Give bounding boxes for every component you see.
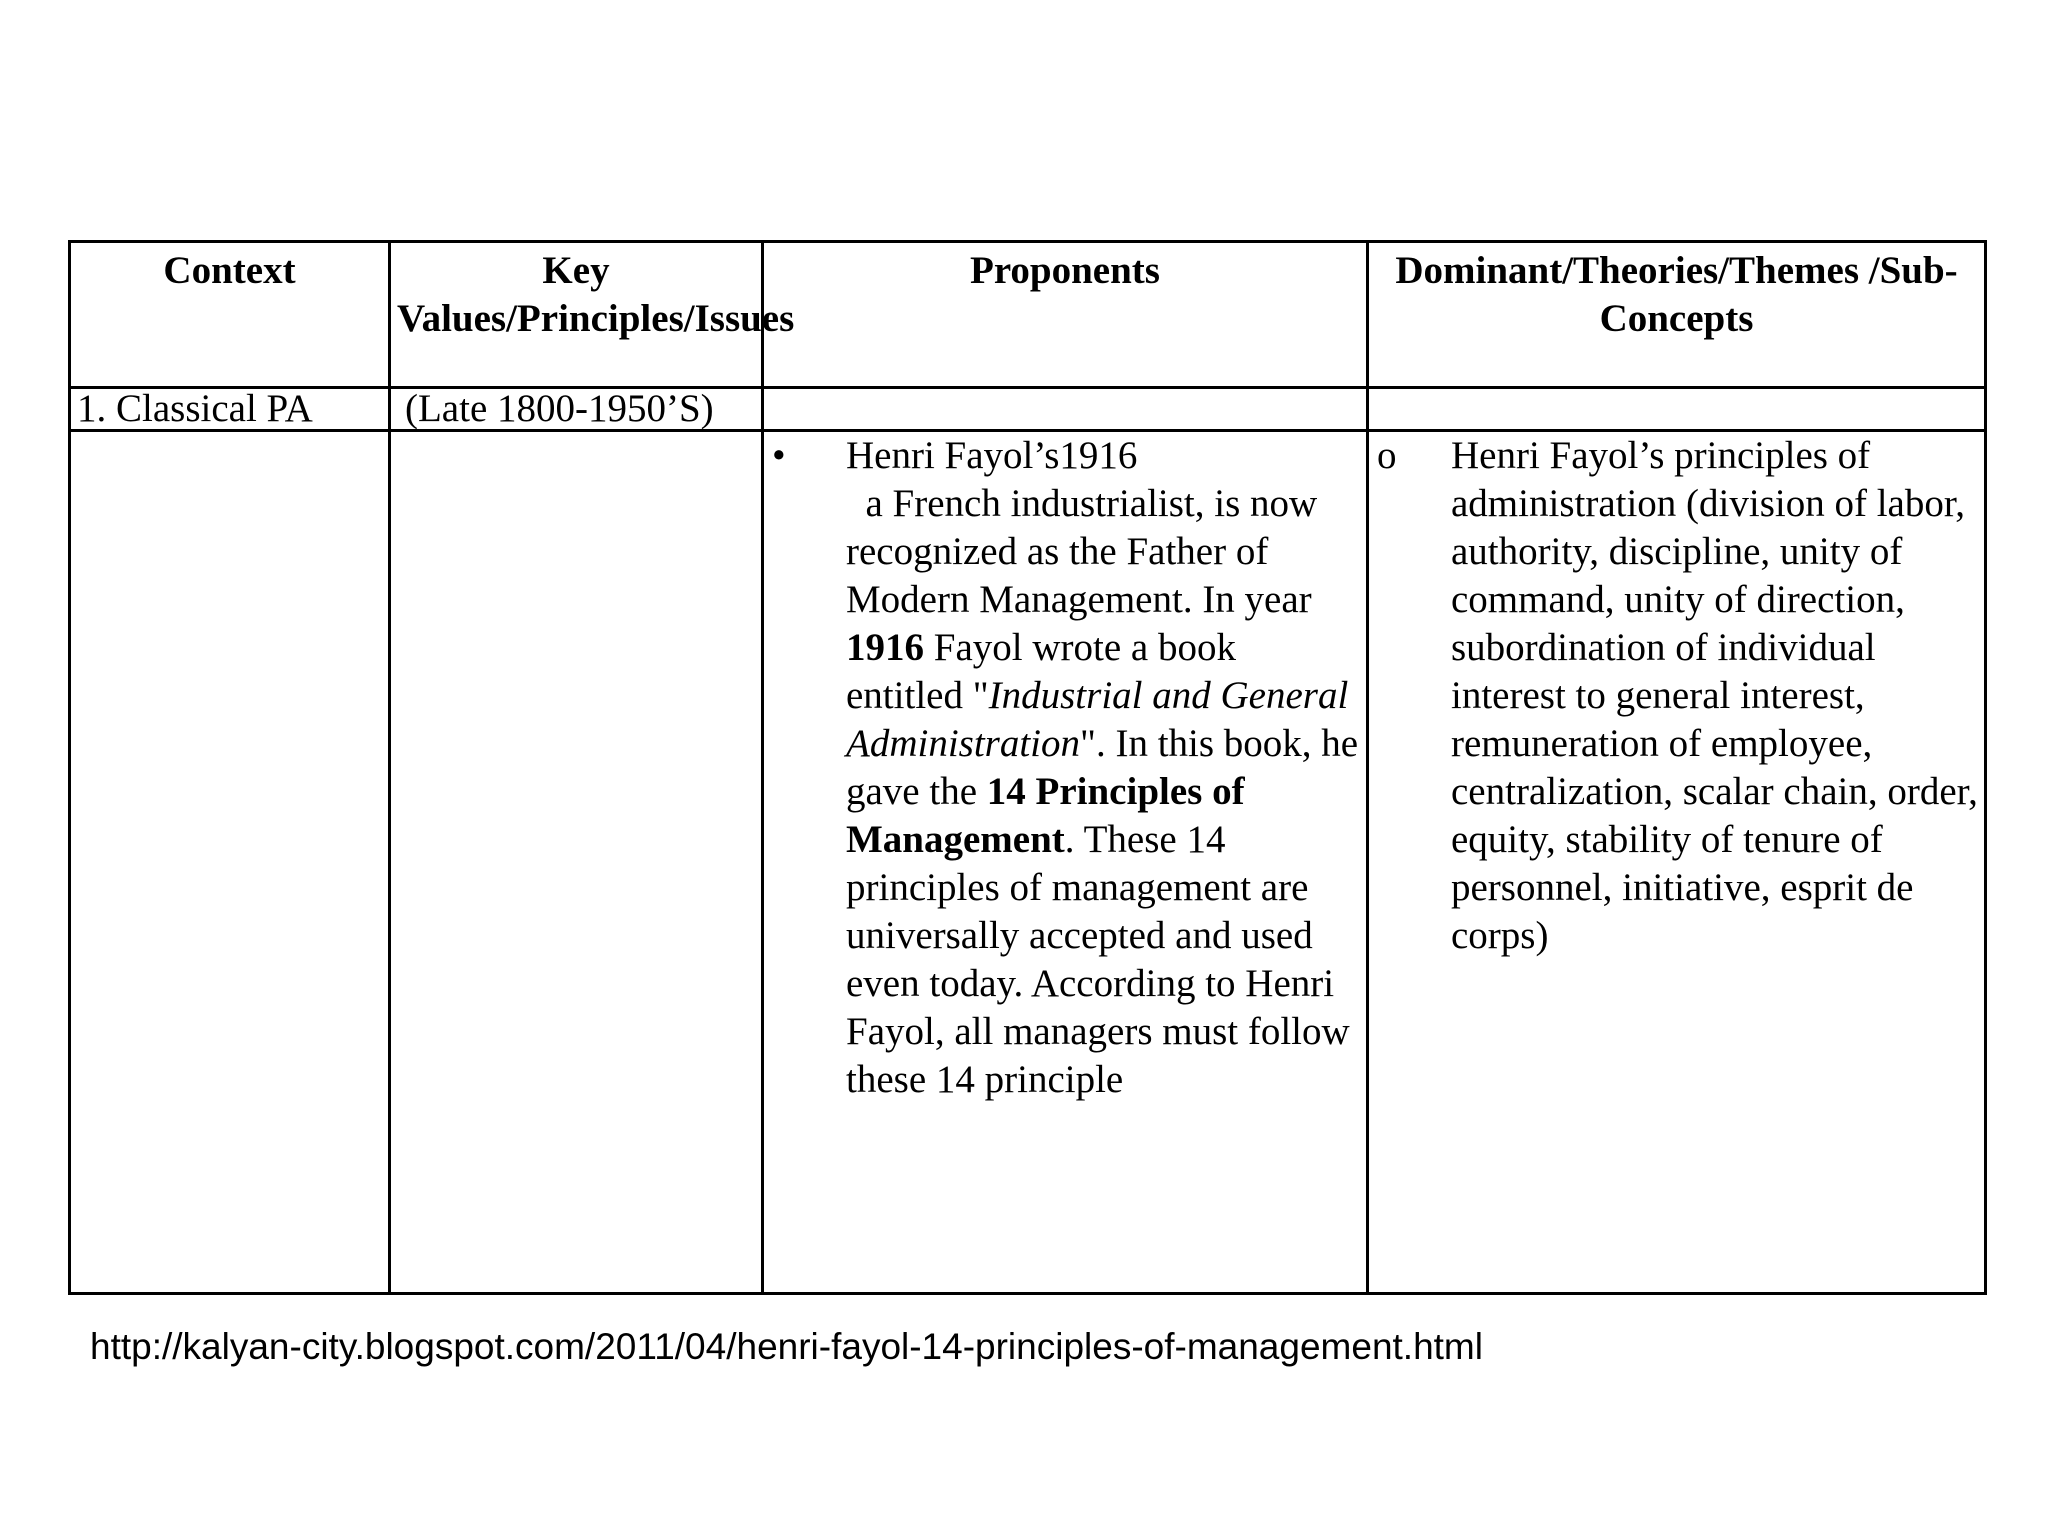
header-key-values: Key Values/Principles/Issues xyxy=(390,242,763,388)
proponent-bullet-item xyxy=(770,432,1368,1104)
header-themes: Dominant/Theories/Themes /Sub-Concepts xyxy=(1368,242,1986,388)
proponent-year-bold: 1916 xyxy=(846,626,924,669)
body-empty-cell-context xyxy=(70,431,390,1294)
proponent-cell xyxy=(763,431,1368,1294)
table-row-section xyxy=(70,388,1986,431)
proponent-principles-bold: 14 Principles of Management xyxy=(846,770,1255,861)
proponent-desc-part: Fayol wrote a book entitled " xyxy=(846,626,1246,717)
proponent-text xyxy=(846,432,1368,1104)
principles-table xyxy=(68,240,1987,1295)
source-link[interactable]: http://kalyan-city.blogspot.com/2011/04/henri-fayol-14-principles-of-management.html xyxy=(90,1326,1483,1367)
proponent-heading: Henri Fayol’s1916 xyxy=(846,434,1138,477)
header-context: Context xyxy=(70,242,390,388)
theme-text: Henri Fayol’s principles of administration (division of labor, authority, discipline, unity of command, unity of direction, subordination of individual interest to general interest, remuneration of employee, centralization, scalar chain, order, equity, stability of tenure of personnel, initiative, esprit de corps) xyxy=(1451,434,1978,957)
header-proponents: Proponents xyxy=(763,242,1368,388)
theme-bullet-item xyxy=(1375,432,1978,960)
body-empty-cell-key-values xyxy=(390,431,763,1294)
theme-cell xyxy=(1368,431,1986,1294)
section-empty-cell-themes xyxy=(1368,388,1986,431)
section-period-cell: (Late 1800-1950’S) xyxy=(390,388,763,431)
bullet-dot-icon: • xyxy=(772,434,786,477)
bullet-circle-icon: o xyxy=(1377,434,1397,477)
section-context-cell: 1. Classical PA xyxy=(70,388,390,431)
table-row-body xyxy=(70,431,1986,1294)
proponent-desc-part: a French industrialist, is now recognized as the Father of Modern Management. In year xyxy=(846,482,1327,621)
proponent-desc-part: . These 14 principles of management are universally accepted and used even today. According to Henri Fayol, all managers must follow these 14 principle xyxy=(846,818,1360,1101)
section-empty-cell-proponents xyxy=(763,388,1368,431)
proponent-book-title: Industrial and General Administration xyxy=(846,674,1358,765)
proponent-description xyxy=(846,480,1368,1104)
proponent-desc-part: ". In this book, he gave the xyxy=(846,722,1368,813)
table-header-row xyxy=(70,242,1986,388)
